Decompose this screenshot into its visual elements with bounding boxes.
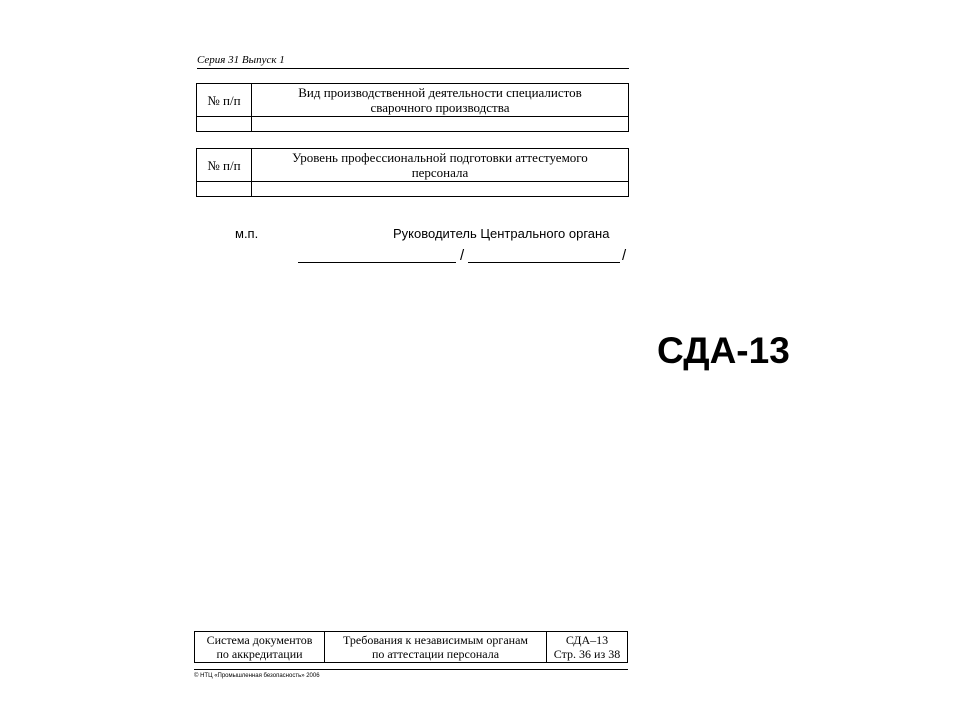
stamp-label: м.п. — [235, 226, 259, 241]
table-header-row — [197, 84, 629, 117]
signature-line — [298, 262, 456, 263]
footer-page: Стр. 36 из 38 — [553, 647, 621, 661]
num-header: № п/п — [197, 149, 252, 182]
series-header: Серия 31 Выпуск 1 — [197, 54, 629, 69]
table-cell — [197, 182, 252, 197]
activity-title — [252, 84, 629, 117]
activity-title-line1: Вид производственной деятельности специалистов — [298, 85, 582, 100]
signature-separator: / — [460, 247, 465, 264]
table-row — [197, 182, 629, 197]
level-title-line1: Уровень профессиональной подготовки аттестуемого — [292, 150, 588, 165]
footer-row — [195, 632, 628, 663]
document-code: СДА-13 — [657, 330, 790, 371]
num-header: № п/п — [197, 84, 252, 117]
signature-end-mark: / — [622, 247, 627, 264]
level-title — [252, 149, 629, 182]
footer-title — [325, 632, 547, 663]
footer-system-line2: по аккредитации — [216, 647, 303, 661]
copyright: © НТЦ «Промышленная безопасность» 2006 — [194, 669, 628, 679]
table-row — [197, 117, 629, 132]
footer-code — [547, 632, 628, 663]
table-cell — [252, 117, 629, 132]
footer-table — [194, 631, 628, 663]
footer-title-line2: по аттестации персонала — [371, 647, 500, 661]
footer-title-line1: Требования к независимым органам — [343, 633, 528, 647]
level-table — [196, 148, 629, 197]
table-cell — [252, 182, 629, 197]
footer-system — [195, 632, 325, 663]
level-title-line2: персонала — [411, 165, 469, 180]
head-title: Руководитель Центрального органа — [393, 226, 610, 241]
name-line — [468, 262, 620, 263]
activity-title-line2: сварочного производства — [370, 100, 510, 115]
table-header-row — [197, 149, 629, 182]
table-cell — [197, 117, 252, 132]
footer-code-value: СДА–13 — [565, 633, 609, 647]
activity-table — [196, 83, 629, 132]
footer-system-line1: Система документов — [206, 633, 313, 647]
